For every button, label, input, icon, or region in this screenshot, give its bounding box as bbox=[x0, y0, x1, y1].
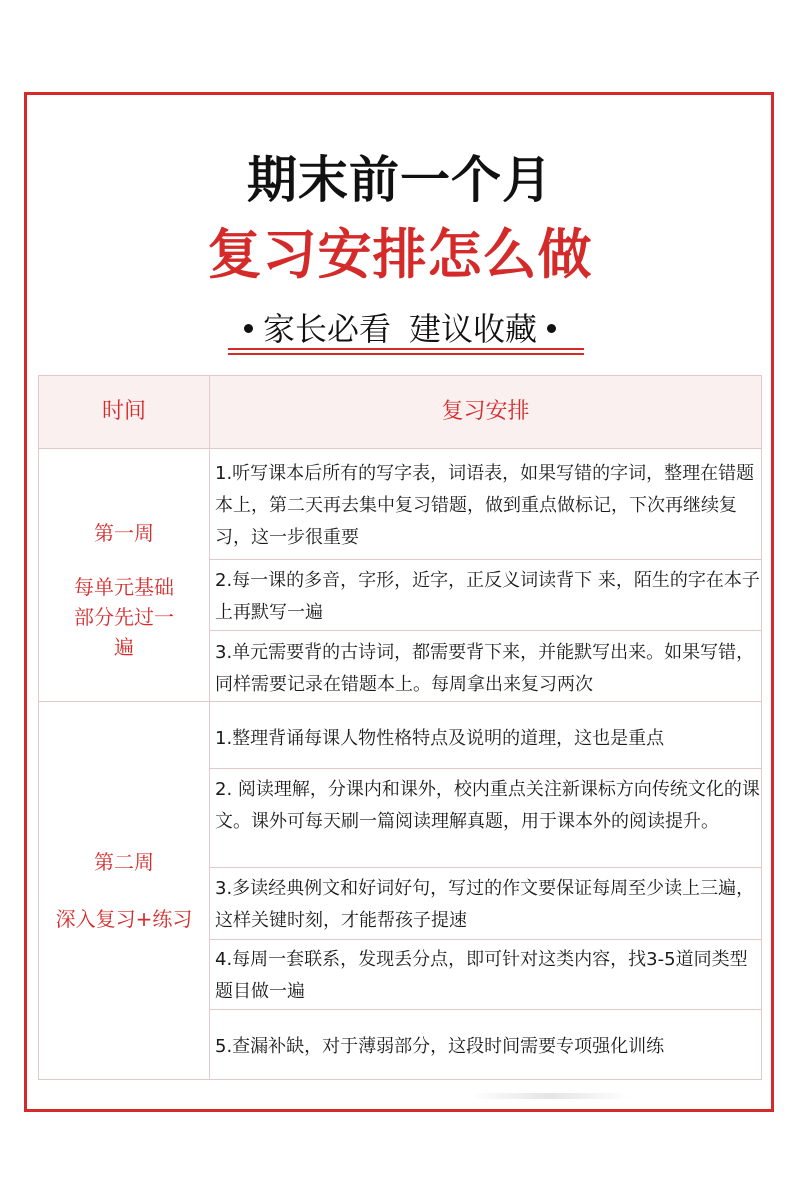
tagline-underline bbox=[228, 353, 584, 355]
row-divider bbox=[210, 559, 761, 560]
table-header-row bbox=[39, 376, 761, 449]
week-label: 第一周 bbox=[94, 521, 154, 545]
week-focus: 每单元基础部分先过一遍 bbox=[74, 575, 174, 659]
list-item: 5.查漏补缺，对于薄弱部分，这段时间需要专项强化训练 bbox=[215, 1036, 665, 1057]
list-item: 2. 阅读理解，分课内和课外，校内重点关注新课标方向传统文化的课文。课外可每天刷一篇阅读理解真题，用于课本外的阅读提升。 bbox=[215, 779, 760, 832]
tagline-left: 家长必看 bbox=[262, 310, 391, 348]
tagline-underline bbox=[228, 348, 584, 350]
column-header-time: 时间 bbox=[101, 399, 146, 424]
bullet-dot-icon bbox=[547, 324, 556, 333]
row-divider bbox=[210, 1009, 761, 1010]
list-item: 3.多读经典例文和好词好句，写过的作文要保证每周至少读上三遍，这样关键时刻，才能帮孩子提速 bbox=[215, 878, 755, 931]
list-item: 2.每一课的多音，字形，近字，正反义词读背下 来，陌生的字在本子上再默写一遍 bbox=[215, 570, 760, 623]
column-divider bbox=[209, 376, 210, 1079]
list-item: 1.整理背诵每课人物性格特点及说明的道理，这也是重点 bbox=[215, 728, 665, 749]
week-divider bbox=[39, 701, 761, 702]
row-divider bbox=[210, 630, 761, 631]
row-divider bbox=[210, 768, 761, 769]
tagline bbox=[0, 304, 800, 350]
page-subtitle: 复习安排怎么做 bbox=[207, 223, 593, 286]
week-focus: 深入复习+练习 bbox=[55, 907, 193, 931]
row-divider bbox=[210, 939, 761, 940]
row-divider bbox=[210, 867, 761, 868]
tagline-right: 建议收藏 bbox=[409, 310, 538, 348]
page-title: 期末前一个月 bbox=[247, 151, 553, 209]
column-header-plan: 复习安排 bbox=[441, 399, 530, 424]
bullet-dot-icon bbox=[244, 324, 253, 333]
list-item: 1.听写课本后所有的写字表，词语表，如果写错的字词，整理在错题本上，第二天再去集中复习错题，做到重点做标记，下次再继续复习，这一步很重要 bbox=[215, 463, 755, 548]
schedule-table bbox=[38, 375, 762, 1080]
list-item: 4.每周一套联系，发现丢分点，即可针对这类内容，找3-5道同类型题目做一遍 bbox=[215, 949, 748, 1002]
footer-decoration bbox=[470, 1093, 630, 1099]
list-item: 3.单元需要背的古诗词，都需要背下来，并能默写出来。如果写错，同样需要记录在错题本上。每周拿出来复习两次 bbox=[215, 642, 755, 695]
week-label: 第二周 bbox=[94, 850, 154, 874]
